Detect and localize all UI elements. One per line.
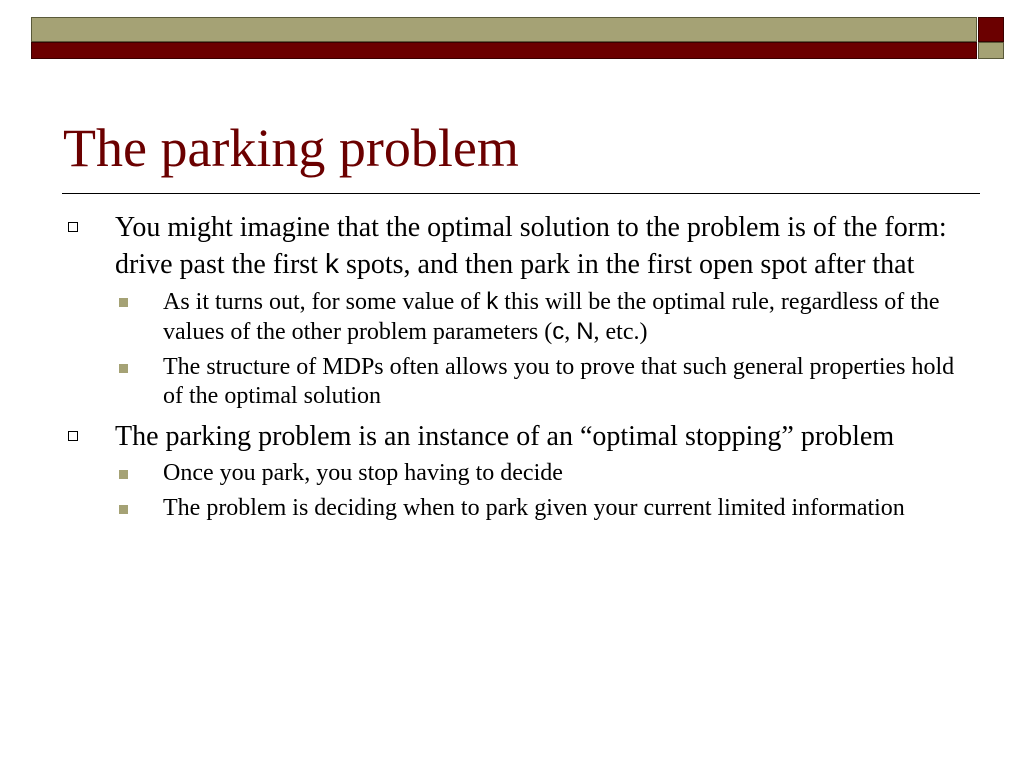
header-bar-olive: [31, 17, 977, 42]
hollow-square-bullet-icon: [68, 431, 78, 441]
title-divider: [62, 193, 980, 194]
slide-title: The parking problem: [63, 118, 519, 178]
sub-bullet-text: Once you park, you stop having to decide: [163, 460, 563, 486]
variable-k: k: [324, 248, 339, 279]
variable-n: N: [576, 318, 594, 345]
sub-bullet-text: As it turns out, for some value of k this will be the optimal rule, regardless of the values of the other problem parameters (c, N, etc.): [163, 288, 940, 345]
sub-bullet-list: [115, 459, 974, 523]
sub-bullet-list: [115, 287, 974, 411]
olive-square-bullet-icon: [119, 470, 128, 479]
variable-c: c: [552, 318, 565, 345]
sub-bullet-mdp-structure: [115, 353, 974, 411]
sub-bullet-text: The problem is deciding when to park given your current limited information: [163, 495, 905, 521]
olive-square-bullet-icon: [119, 364, 128, 373]
variable-k: k: [486, 288, 499, 315]
sub-bullet-stop-deciding: [115, 459, 974, 488]
slide-body: [64, 210, 974, 531]
header-bar-maroon: [31, 42, 977, 59]
header-square-olive: [978, 42, 1004, 59]
hollow-square-bullet-icon: [68, 222, 78, 232]
sub-bullet-text: The structure of MDPs often allows you to prove that such general properties hold of the optimal solution: [163, 354, 955, 409]
bullet-text: You might imagine that the optimal solution to the problem is of the form: drive past the first k spots, and then park in the first open spot after that: [115, 212, 947, 280]
bullet-text: The parking problem is an instance of an “optimal stopping” problem: [115, 421, 895, 452]
header-square-maroon: [978, 17, 1004, 42]
sub-bullet-limited-information: [115, 494, 974, 523]
bullet-optimal-solution-form: [64, 210, 974, 411]
bullet-optimal-stopping: [64, 419, 974, 523]
sub-bullet-optimal-rule: [115, 287, 974, 347]
olive-square-bullet-icon: [119, 505, 128, 514]
olive-square-bullet-icon: [119, 298, 128, 307]
